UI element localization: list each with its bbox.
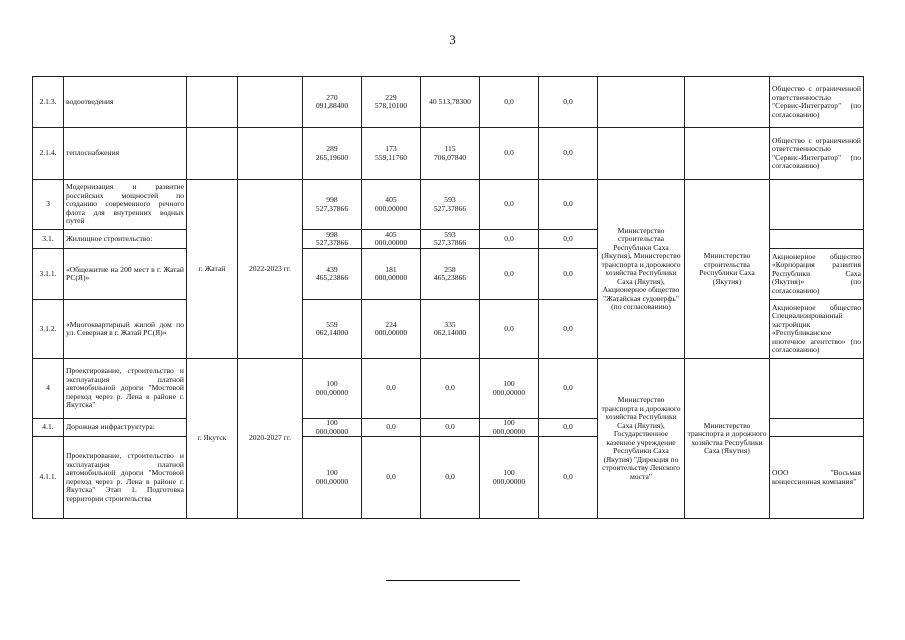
value-regional: 115 706,07840	[433, 144, 467, 162]
executor-org: ООО "Восьмая концессионная компания"	[770, 437, 864, 519]
value-other: 0,0	[539, 249, 598, 300]
row-name: «Общежитие на 200 мест в г. Жатай РС(Я)»	[64, 249, 187, 300]
value-federal: 0,0	[362, 359, 421, 419]
row-number: 3.1.1.	[33, 249, 64, 300]
row-name: Жилищное строительство:	[64, 230, 187, 249]
value-local: 100 000,00000	[492, 468, 526, 486]
value-other: 0,0	[539, 180, 598, 230]
page-number: 3	[449, 32, 456, 47]
period-zhatay: 2022-2023 гг.	[238, 180, 303, 359]
value-regional: 335 062,14000	[433, 319, 467, 337]
value-total: 998 527,37866	[315, 195, 349, 213]
row-name: Дорожная инфраструктура:	[64, 419, 187, 437]
place-zhatay: г. Жатай	[187, 180, 238, 359]
row-name: Проектирование, строительство и эксплуатация платной автомобильной дороги "Мостовой переход через р. Лена в районе г. Якутска"	[64, 359, 187, 419]
program-table	[32, 76, 864, 519]
table-row	[33, 180, 864, 230]
value-federal: 405 000,00000	[374, 195, 408, 213]
value-total: 998 527,37866	[315, 229, 349, 247]
period-yakutsk: 2020-2027 гг.	[238, 359, 303, 519]
table-row	[33, 77, 864, 128]
place-cell	[187, 128, 238, 180]
value-total: 100 000,00000	[315, 468, 349, 486]
value-regional: 593 527,37866	[433, 229, 467, 247]
row-number: 4	[33, 359, 64, 419]
row-number: 3.1.2.	[33, 300, 64, 359]
executor-org: Общество с ограниченной ответственностью "Сервис-Интегратор" (по согласованию)	[770, 77, 864, 128]
value-local: 0,0	[480, 300, 539, 359]
value-federal: 0,0	[362, 437, 421, 519]
executor-org: Общество с ограниченной ответственностью "Сервис-Интегратор" (по согласованию)	[770, 128, 864, 180]
place-yakutsk: г. Якутск	[187, 359, 238, 519]
value-regional: 0,0	[421, 359, 480, 419]
row-name: Модернизация и развитие российских мощностей по созданию современного речного флота для внутренних водных путей	[64, 180, 187, 230]
value-regional: 593 527,37866	[433, 195, 467, 213]
responsible-cell	[598, 128, 685, 180]
row-number: 3	[33, 180, 64, 230]
value-regional: 0,0	[421, 437, 480, 519]
value-local: 0,0	[480, 249, 539, 300]
value-other: 0,0	[539, 230, 598, 249]
value-local: 0,0	[480, 180, 539, 230]
row-name: Проектирование, строительство и эксплуатация платной автомобильной дороги "Мостовой переход через р. Лена в районе г. Якутска" Этап 1. Подготовка территории строительства	[64, 437, 187, 519]
value-federal: 173 559,11760	[375, 144, 407, 162]
value-other: 0,0	[539, 300, 598, 359]
value-federal: 229 578,10100	[374, 92, 408, 110]
value-federal: 181 000,00000	[374, 264, 408, 282]
value-other: 0,0	[539, 437, 598, 519]
value-regional: 0,0	[421, 419, 480, 437]
value-local: 100 000,00000	[492, 418, 526, 436]
executor-org	[770, 419, 864, 437]
row-number: 3.1.	[33, 230, 64, 249]
value-regional: 40 513,78300	[429, 96, 471, 106]
executor-org: Акционерное общество «Корпорация развития Республики Саха (Якутия)» (по согласованию)	[770, 249, 864, 300]
coordinator-cell	[685, 77, 770, 128]
table-row	[33, 359, 864, 419]
row-name: теплоснабжения	[64, 128, 187, 180]
executor-org	[770, 359, 864, 419]
value-other: 0,0	[539, 419, 598, 437]
value-other: 0,0	[539, 359, 598, 419]
value-total: 559 062,14000	[315, 319, 349, 337]
value-total: 439 465,23866	[315, 264, 349, 282]
value-total: 289 265,19600	[315, 144, 349, 162]
value-federal: 224 000,00000	[374, 319, 408, 337]
period-cell	[238, 77, 303, 128]
coordinator-cell	[685, 128, 770, 180]
table-row	[33, 128, 864, 180]
footer-rule	[386, 580, 520, 581]
coordinator-zhatay: Министерство строительства Республики Саха (Якутия)	[685, 180, 770, 359]
row-name: водоотведения	[64, 77, 187, 128]
executor-org: Акционерное общество Специализированный застройщик «Республиканское ипотечное агентство» (по согласованию)	[770, 300, 864, 359]
value-local: 0,0	[480, 230, 539, 249]
value-regional: 258 465,23866	[433, 264, 467, 282]
value-federal: 405 000,00000	[374, 229, 408, 247]
value-total: 270 091,88400	[315, 92, 349, 110]
value-total: 100 000,00000	[315, 379, 349, 397]
responsible-yakutsk: Министерство транспорта и дорожного хозяйства Республики Саха (Якутия), Государственное казенное учреждение Республики Саха (Якутия) "Дирекция по строительству Ленского моста"	[598, 359, 685, 519]
place-cell	[187, 77, 238, 128]
value-local: 100 000,00000	[492, 379, 526, 397]
value-other: 0,0	[539, 77, 598, 128]
value-local: 0,0	[480, 128, 539, 180]
executor-org	[770, 230, 864, 249]
period-cell	[238, 128, 303, 180]
row-number: 4.1.1.	[33, 437, 64, 519]
row-number: 2.1.3.	[33, 77, 64, 128]
value-federal: 0,0	[362, 419, 421, 437]
value-local: 0,0	[480, 77, 539, 128]
row-number: 4.1.	[33, 419, 64, 437]
value-total: 100 000,00000	[315, 418, 349, 436]
coordinator-yakutsk: Министерство транспорта и дорожного хозяйства Республики Саха (Якутия)	[685, 359, 770, 519]
value-other: 0,0	[539, 128, 598, 180]
responsible-cell	[598, 77, 685, 128]
row-number: 2.1.4.	[33, 128, 64, 180]
responsible-zhatay: Министерство строительства Республики Саха (Якутия), Министерство транспорта и дорожного хозяйства Республики Саха (Якутия), Акционерное общество "Жатайская судоверфь" (по согласованию)	[598, 180, 685, 359]
executor-org	[770, 180, 864, 230]
row-name: «Многоквартирный жилой дом по ул. Северная в г. Жатай РС(Я)»	[64, 300, 187, 359]
